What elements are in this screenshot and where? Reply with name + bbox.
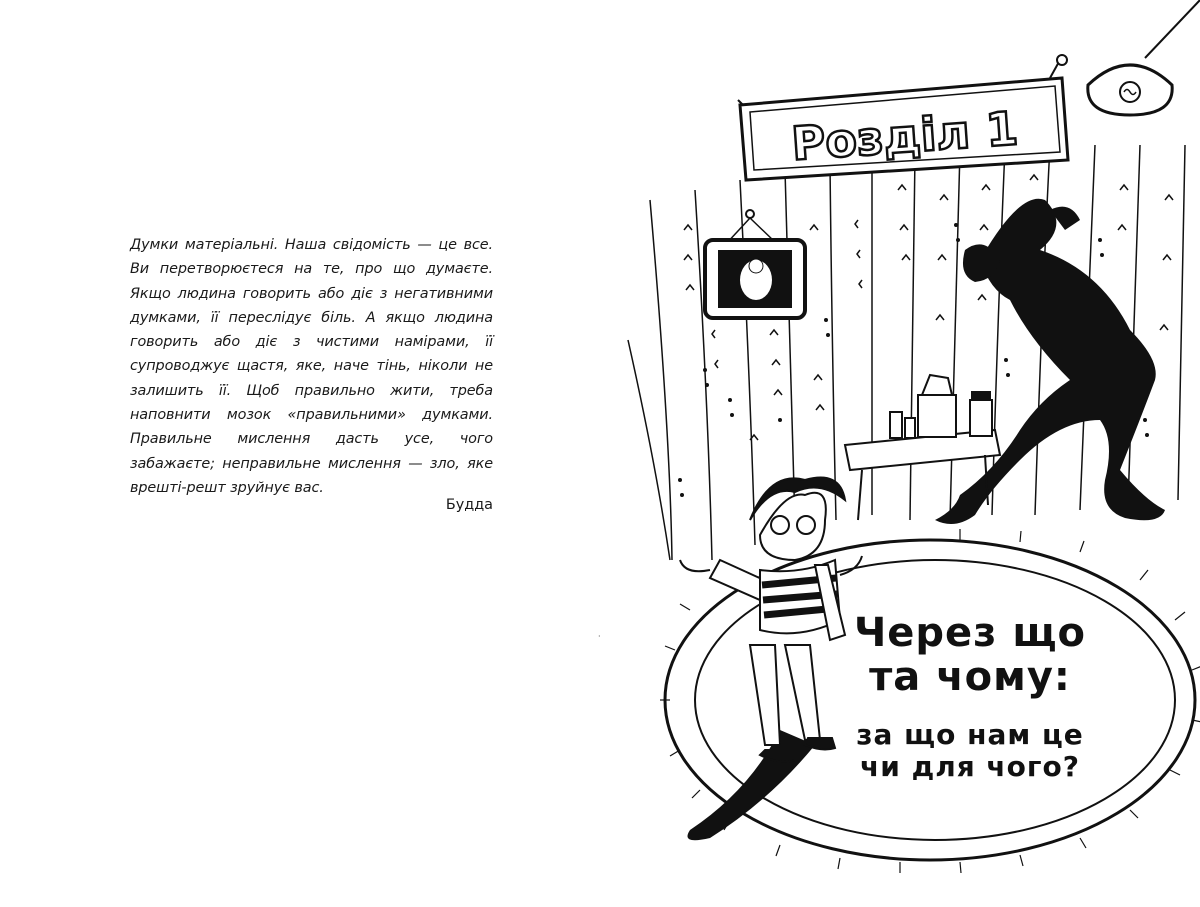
hanging-lamp-icon (1088, 0, 1200, 115)
chapter-title-sub: за що нам це чи для чого? (856, 718, 1084, 783)
chapter-title (835, 611, 1105, 783)
framed-picture-icon (705, 210, 805, 318)
page-mark: · (598, 632, 601, 641)
chapter-sign (738, 55, 1068, 180)
shadow-figure-icon (935, 199, 1165, 524)
right-page (600, 0, 1200, 907)
chapter-title-main: Через що та чому: (853, 610, 1087, 700)
epigraph-text: Думки матеріальні. Наша свідомість — це все. Ви перетворюєтеся на те, про що думаєте. Якщо людина говорить або діє з негативними думками, її переслідує біль. А якщо людина говорить або діє з чистими намірами, її супроводжує щастя, яке, наче тінь, ніколи не залишить її. Щоб правильно жити, треба наповнити мозок «правильними» думками. Правильне мислення дасть усе, чого забажаєте; неправильне мислення — зло, яке врешті-решт зруйнує вас. (130, 237, 493, 496)
chapter-number-label: Розділ 1 (789, 101, 1020, 171)
epigraph-quote (130, 233, 493, 500)
epigraph-author: Будда (445, 497, 493, 513)
